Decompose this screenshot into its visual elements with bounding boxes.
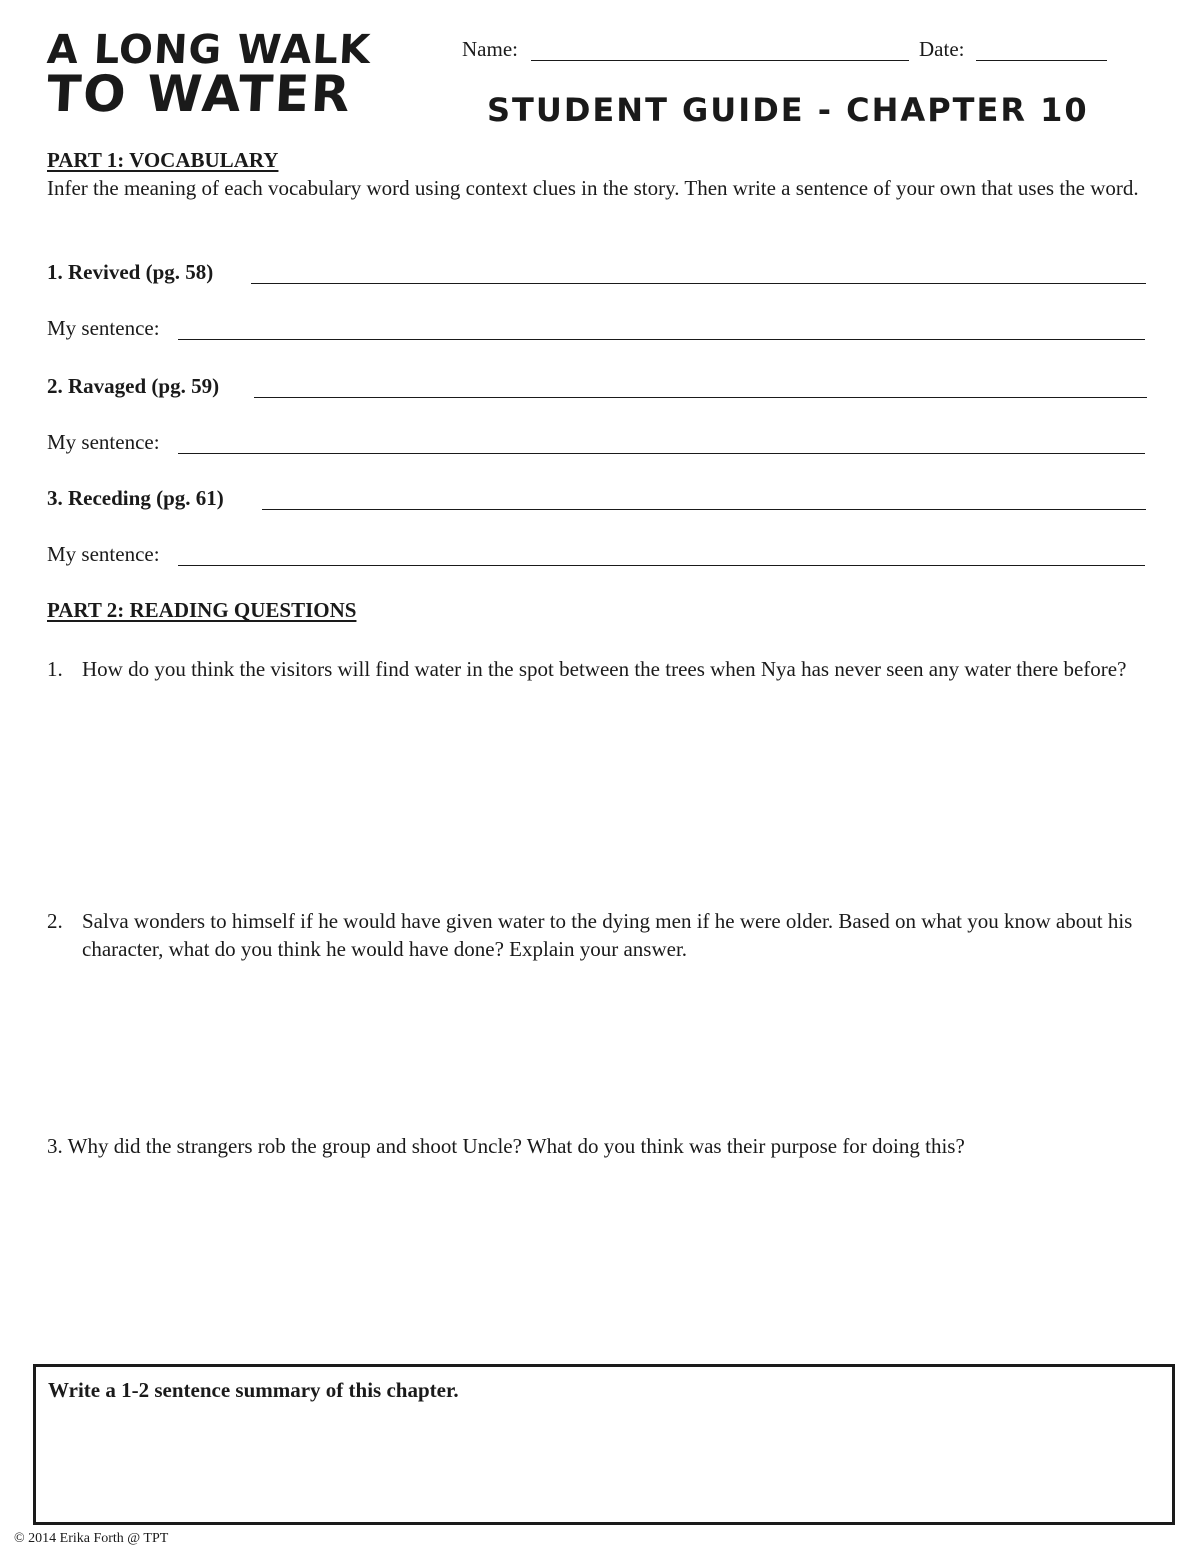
question-2-number: 2. [47,909,63,933]
vocab-definition-line-1[interactable] [251,283,1146,284]
question-3 [47,1132,1157,1160]
part2-heading: PART 2: READING QUESTIONS [47,598,357,622]
question-2-text: Salva wonders to himself if he would have given water to the dying men if he were older. Based on what you know about his character, what do you think he would have done? Explain your answer. [82,909,1133,961]
date-label: Date: [919,37,965,61]
vocab-word-1: 1. Revived (pg. 58) [47,260,214,284]
copyright-footer: © 2014 Erika Forth @ TPT [14,1531,169,1546]
vocab-word-2: 2. Ravaged (pg. 59) [47,374,220,398]
question-3-number: 3. [47,1134,63,1158]
sentence-label-2: My sentence: [47,430,160,454]
name-label: Name: [462,37,518,61]
sentence-line-3[interactable] [178,565,1145,566]
part1-instructions: Infer the meaning of each vocabulary word using context clues in the story. Then write a sentence of your own that uses the word. [47,176,1139,200]
summary-prompt: Write a 1-2 sentence summary of this chapter. [48,1378,459,1402]
logo-title-line1: A LONG WALK [45,27,373,73]
vocab-definition-line-3[interactable] [262,509,1146,510]
name-field[interactable] [531,60,909,61]
vocab-definition-line-2[interactable] [254,397,1147,398]
summary-box[interactable] [33,1364,1175,1525]
sentence-label-1: My sentence: [47,316,160,340]
guide-title: STUDENT GUIDE - CHAPTER 10 [487,91,1089,129]
question-1-text: How do you think the visitors will find water in the spot between the trees when Nya has never seen any water there before? [82,657,1127,681]
vocab-word-3: 3. Receding (pg. 61) [47,486,224,510]
part1-heading: PART 1: VOCABULARY [47,148,279,172]
sentence-label-3: My sentence: [47,542,160,566]
logo-title-line2: TO WATER [45,65,354,123]
date-field[interactable] [976,60,1107,61]
sentence-line-1[interactable] [178,339,1145,340]
question-3-text: Why did the strangers rob the group and shoot Uncle? What do you think was their purpose for doing this? [67,1134,965,1158]
sentence-line-2[interactable] [178,453,1145,454]
question-1-number: 1. [47,657,63,681]
